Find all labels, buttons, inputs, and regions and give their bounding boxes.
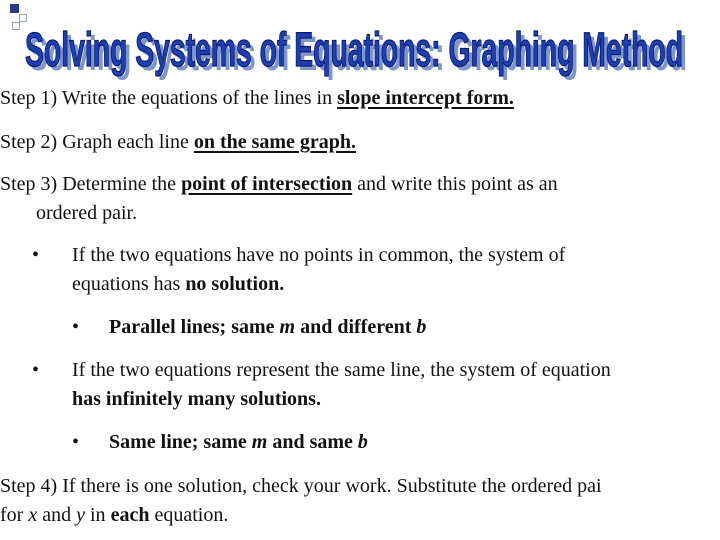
step-2-emphasis: on the same graph. [193,131,357,153]
step-1-text: Step 1) Write the equations of the lines in [0,87,338,109]
step-3-emphasis: point of intersection [181,173,353,195]
step-1 [0,84,514,113]
step-1-emphasis: slope intercept form. [337,87,514,109]
bullet-2-line-1: If the two equations represent the same line, the system of equation [72,359,611,381]
sub-bullet-1: Parallel lines; same m and different b [109,316,427,338]
step-3-continued: ordered pair. [36,202,138,224]
step-2-text: Step 2) Graph each line [0,131,194,153]
bullet-1-marker: • [32,244,40,266]
step-4-line-2: for x and y in each equation. [0,504,229,526]
bullet-1-line-1: If the two equations have no points in common, the system of [72,244,566,266]
step-3-text: Step 3) Determine the [0,173,182,195]
step-2 [0,128,356,157]
title-shadow: Solving Systems of Equations: Graphing Method [29,28,687,81]
bullet-1-line-2: equations has no solution. [72,273,285,295]
sub-bullet-2-marker: • [72,431,80,453]
page-title: Solving Systems of Equations: Graphing Method [25,24,683,77]
title-wordart [0,0,720,82]
step-3 [0,170,558,199]
sub-bullet-1-marker: • [72,316,80,338]
sub-bullet-2: Same line; same m and same b [109,431,368,453]
step-3-suffix: and write this point as an [352,173,558,195]
bullet-2-marker: • [32,359,40,381]
bullet-2-line-2: has infinitely many solutions. [72,388,321,410]
step-4-line-1: Step 4) If there is one solution, check your work. Substitute the ordered pai [0,475,602,497]
